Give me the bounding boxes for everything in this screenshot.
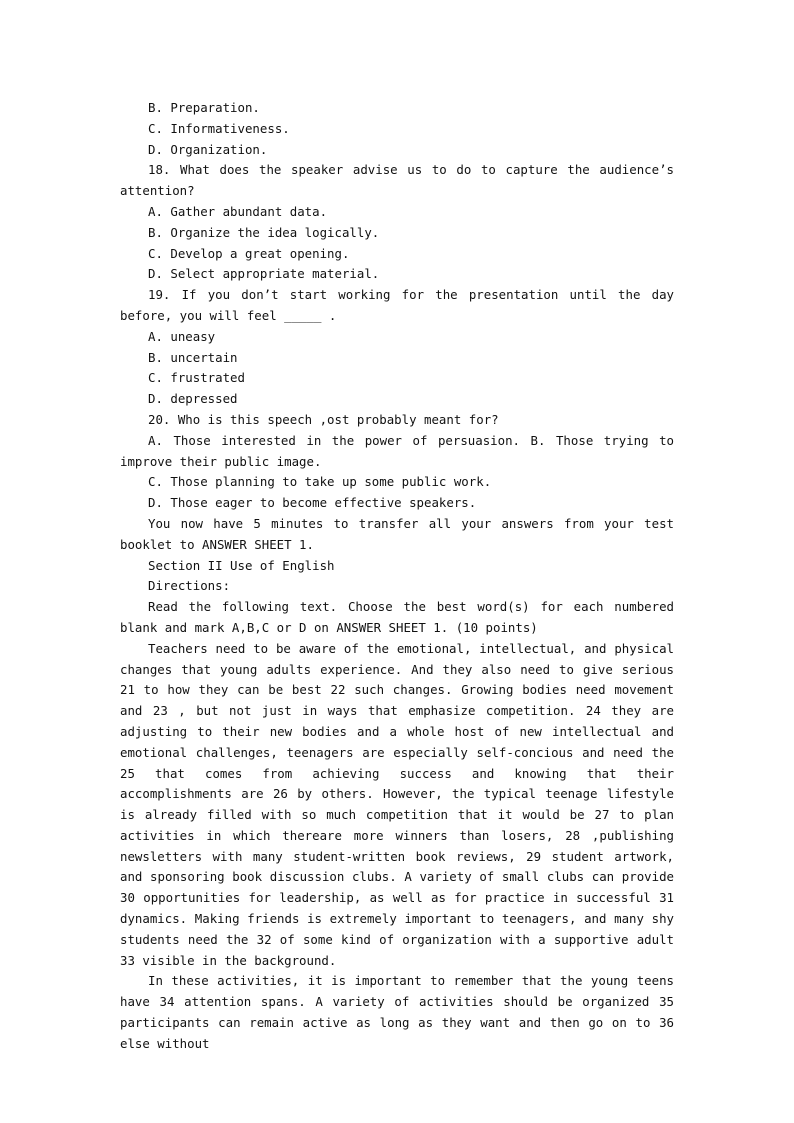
option-b-preparation: B. Preparation. xyxy=(148,100,260,115)
q19-option-c: C. frustrated xyxy=(148,370,245,386)
question-18: 18. What does the speaker advise us to do to capture the audience’s attention? xyxy=(120,162,674,199)
q19-option-d: D. depressed xyxy=(148,391,238,407)
q18-option-c: C. Develop a great opening. xyxy=(148,245,350,261)
q18-option-a: A. Gather abundant data. xyxy=(148,203,328,219)
section-heading: Section II Use of English xyxy=(148,557,335,573)
passage-paragraph-1: Teachers need to be aware of the emotional, intellectual, and physical changes that young adults experience. And they also need to give serious 21 to how they can be best 22 such changes. Growing bodies need movement and 23 , but not just in ways that emphasize competition. 24 they are adjusting to their new bodies and a whole host of new intellectual and emotional challenges, teenagers are especially self-concious and need the 25 that comes from achieving success and knowing that their accomplishments are 26 by others. However, the typical teenage lifestyle is already filled with so much competition that it would be 27 to plan activities in which thereare more winners than losers, 28 ,publishing newsletters with many student-written book reviews, 29 student artwork, and sponsoring book discussion clubs. A variety of small clubs can provide 30 opportunities for leadership, as well as for practice in successful 31 dynamics. Making friends is extremely important to teenagers, and many shy students need the 32 of some kind of organization with a supportive adult 33 visible in the background. xyxy=(120,640,674,968)
passage-paragraph-2: In these activities, it is important to remember that the young teens have 34 attention spans. A variety of activities should be organized 35 participants can remain active as long as they want and then go on to 36 else without xyxy=(120,973,674,1051)
option-d-organization: D. Organization. xyxy=(148,141,268,157)
q18-option-b: B. Organize the idea logically. xyxy=(148,224,380,240)
document-page xyxy=(120,98,674,1055)
q20-option-c: C. Those planning to take up some public work. xyxy=(148,474,492,490)
q18-option-d: D. Select appropriate material. xyxy=(148,266,380,282)
q20-option-d: D. Those eager to become effective speakers. xyxy=(148,495,477,511)
question-20: 20. Who is this speech ,ost probably meant for? xyxy=(148,411,499,427)
q19-option-b: B. uncertain xyxy=(148,349,238,365)
option-c-informativeness: C. Informativeness. xyxy=(148,120,290,136)
directions-label: Directions: xyxy=(148,578,231,594)
directions-text: Read the following text. Choose the best word(s) for each numbered blank and mark A,B,C or D on ANSWER SHEET 1. (10 points) xyxy=(120,599,674,635)
q19-option-a: A. uneasy xyxy=(148,328,216,344)
transfer-instructions: You now have 5 minutes to transfer all your answers from your test booklet to ANSWER SHEET 1. xyxy=(120,515,674,552)
question-19: 19. If you don’t start working for the presentation until the day before, you will feel _____ . xyxy=(120,287,674,323)
q20-options-a-b: A. Those interested in the power of persuasion. B. Those trying to improve their public image. xyxy=(120,432,674,469)
